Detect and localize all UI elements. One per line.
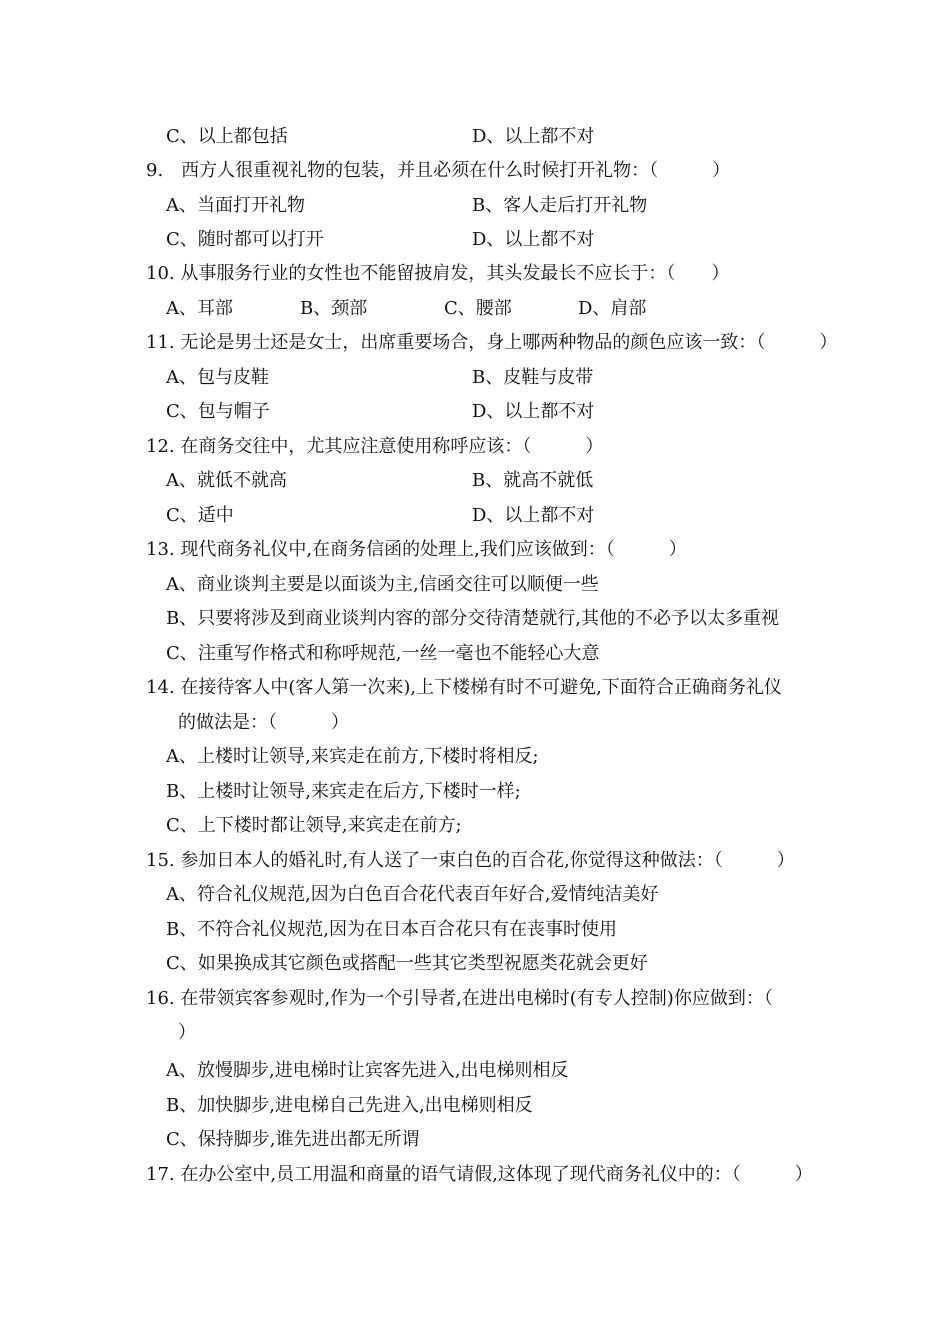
option-b: B、客人走后打开礼物 xyxy=(472,195,648,216)
question-16: 16. 在带领宾客参观时,作为一个引导者,在进出电梯时(有专人控制)你应做到：（ xyxy=(146,988,773,1009)
question-15: 15. 参加日本人的婚礼时,有人送了一束白色的百合花,你觉得这种做法：（ ） xyxy=(146,850,795,871)
option-d: D、以上都不对 xyxy=(472,126,595,147)
question-16-option-b: B、加快脚步,进电梯自己先进入,出电梯则相反 xyxy=(166,1095,533,1116)
question-13-option-b: B、只要将涉及到商业谈判内容的部分交待清楚就行,其他的不必予以太多重视 xyxy=(166,608,779,629)
question-11-options-cd xyxy=(0,395,950,429)
question-12: 12. 在商务交往中，尤其应注意使用称呼应该：（ ） xyxy=(146,436,604,457)
question-15-option-a: A、符合礼仪规范,因为白色百合花代表百年好合,爱情纯洁美好 xyxy=(166,884,659,905)
option-a: A、当面打开礼物 xyxy=(166,195,305,216)
question-14-option-c: C、上下楼时都让领导,来宾走在前方; xyxy=(166,815,462,836)
question-14-option-a: A、上楼时让领导,来宾走在前方,下楼时将相反; xyxy=(166,746,539,767)
option-a: A、包与皮鞋 xyxy=(166,367,269,388)
question-12-options-ab xyxy=(0,464,950,498)
question-8-options-cd xyxy=(0,120,950,154)
option-a: A、就低不就高 xyxy=(166,470,287,491)
question-12-options-cd xyxy=(0,499,950,533)
question-15-option-b: B、不符合礼仪规范,因为在日本百合花只有在丧事时使用 xyxy=(166,919,617,940)
option-c: C、适中 xyxy=(166,505,234,526)
question-11: 11. 无论是男士还是女士，出席重要场合，身上哪两种物品的颜色应该一致：（ ） xyxy=(146,332,838,353)
option-d: D、肩部 xyxy=(578,298,647,319)
option-c: C、腰部 xyxy=(444,298,512,319)
option-a: A、耳部 xyxy=(166,298,233,319)
question-13: 13. 现代商务礼仪中,在商务信函的处理上,我们应该做到：（ ） xyxy=(146,539,687,560)
question-10: 10. 从事服务行业的女性也不能留披肩发，其头发最长不应长于：（ ） xyxy=(146,263,730,284)
question-14: 14. 在接待客人中(客人第一次来),上下楼梯有时不可避免,下面符合正确商务礼仪 xyxy=(146,677,782,698)
question-17: 17. 在办公室中,员工用温和商量的语气请假,这体现了现代商务礼仪中的：（ ） xyxy=(146,1164,813,1185)
question-14-option-b: B、上楼时让领导,来宾走在后方,下楼时一样; xyxy=(166,781,521,802)
question-16-option-c: C、保持脚步,谁先进出都无所谓 xyxy=(166,1129,420,1150)
option-b: B、就高不就低 xyxy=(472,470,594,491)
option-b: B、皮鞋与皮带 xyxy=(472,367,594,388)
question-9-options-ab xyxy=(0,189,950,223)
option-c: C、随时都可以打开 xyxy=(166,229,324,250)
question-14-continuation: 的做法是：（ ） xyxy=(178,712,349,733)
option-d: D、以上都不对 xyxy=(472,401,595,422)
question-16-continuation: ） xyxy=(178,1022,196,1043)
question-9-options-cd xyxy=(0,223,950,257)
question-11-options-ab xyxy=(0,361,950,395)
option-b: B、颈部 xyxy=(300,298,368,319)
question-13-option-c: C、注重写作格式和称呼规范,一丝一毫也不能轻心大意 xyxy=(166,643,600,664)
option-d: D、以上都不对 xyxy=(472,505,595,526)
question-16-option-a: A、放慢脚步,进电梯时让宾客先进入,出电梯则相反 xyxy=(166,1060,569,1081)
question-15-option-c: C、如果换成其它颜色或搭配一些其它类型祝愿类花就会更好 xyxy=(166,953,648,974)
option-c: C、包与帽子 xyxy=(166,401,270,422)
question-9: 9. 西方人很重视礼物的包装，并且必须在什么时候打开礼物：（ ） xyxy=(146,160,731,181)
option-d: D、以上都不对 xyxy=(472,229,595,250)
option-c: C、以上都包括 xyxy=(166,126,288,147)
question-13-option-a: A、商业谈判主要是以面谈为主,信函交往可以顺便一些 xyxy=(166,574,599,595)
question-10-options xyxy=(0,292,950,326)
